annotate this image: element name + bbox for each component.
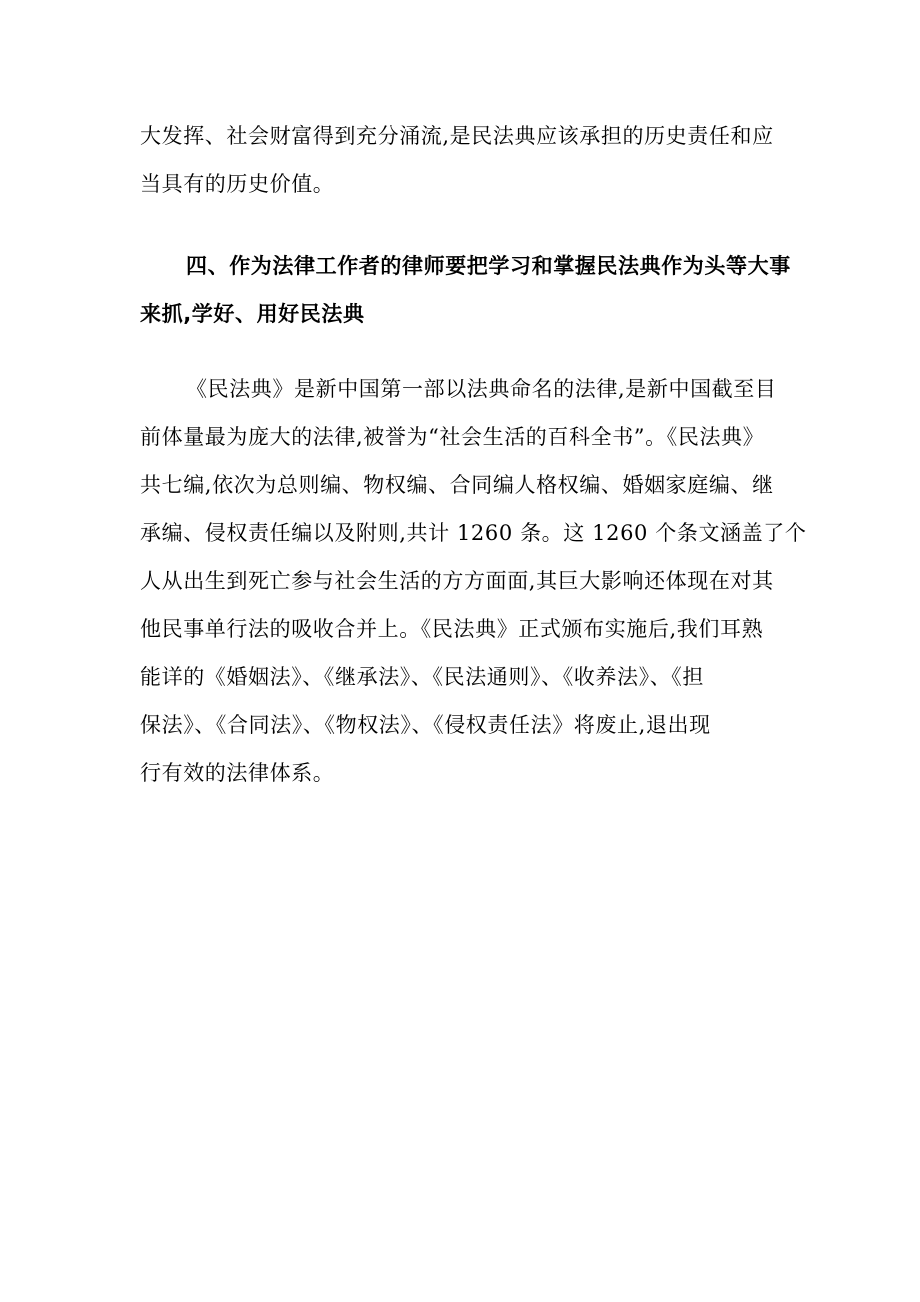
section-heading-line: 四、作为法律工作者的律师要把学习和掌握民法典作为头等大事 (186, 254, 791, 278)
paragraph-spacer (140, 208, 780, 242)
paragraph-spacer (140, 338, 780, 365)
paragraph-continued (140, 112, 780, 208)
paragraph-line: 《民法典》是新中国第一部以法典命名的法律,是新中国截至目 (186, 377, 777, 401)
paragraph-line: 承编、侵权责任编以及附则,共计 1260 条。这 1260 个条文涵盖了个 (140, 521, 807, 545)
paragraph-line: 大发挥、社会财富得到充分涌流,是民法典应该承担的历史责任和应 (140, 124, 774, 148)
paragraph-line: 人从出生到死亡参与社会生活的方方面面,其巨大影响还体现在对其 (140, 569, 774, 593)
paragraph-line: 前体量最为庞大的法律,被誉为“社会生活的百科全书”。《民法典》 (140, 425, 765, 449)
paragraph-main (140, 365, 807, 797)
paragraph-line: 共七编,依次为总则编、物权编、合同编人格权编、婚姻家庭编、继 (140, 473, 774, 497)
paragraph-line: 他民事单行法的吸收合并上。《民法典》正式颁布实施后,我们耳熟 (140, 617, 764, 641)
section-heading (140, 242, 791, 338)
section-heading-line: 来抓,学好、用好民法典 (140, 302, 365, 326)
paragraph-line: 行有效的法律体系。 (140, 761, 335, 785)
document-body (140, 112, 807, 797)
paragraph-line: 保法》、《合同法》、《物权法》、《侵权责任法》将废止,退出现 (140, 713, 711, 737)
paragraph-line: 能详的《婚姻法》、《继承法》、《民法通则》、《收养法》、《担 (140, 665, 704, 689)
paragraph-line: 当具有的历史价值。 (140, 172, 335, 196)
